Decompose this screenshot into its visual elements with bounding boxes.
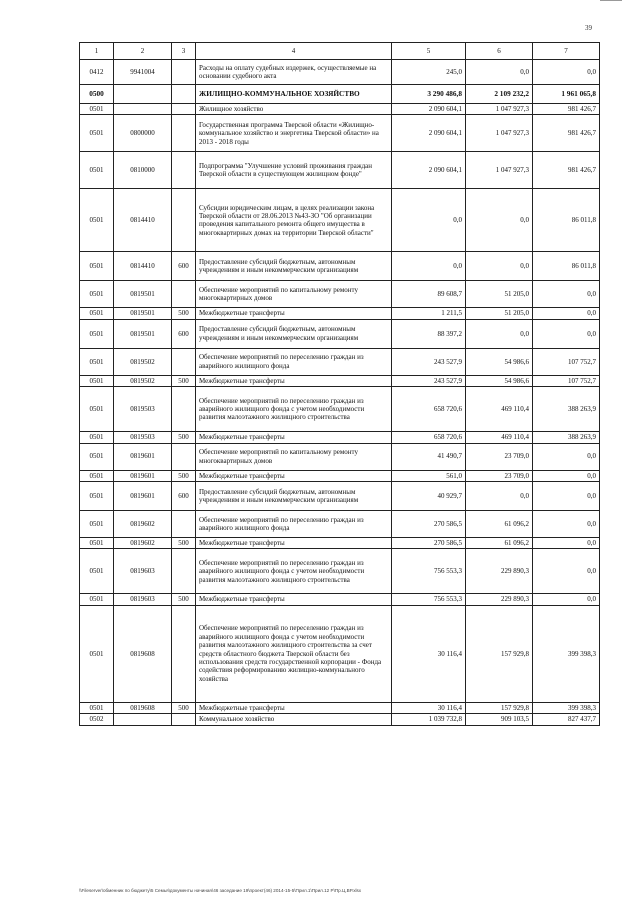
row-value-col6: 469 110,4	[466, 432, 533, 443]
row-target-article: 0814410	[114, 252, 172, 281]
row-value-col5: 40 929,7	[392, 482, 466, 511]
row-value-col7: 107 752,7	[533, 375, 600, 386]
row-section-code: 0501	[80, 152, 114, 189]
row-expense-type: 500	[172, 470, 196, 481]
row-expense-type	[172, 511, 196, 538]
row-description: Межбюджетные трансферты	[196, 702, 392, 713]
row-value-col5: 30 116,4	[392, 702, 466, 713]
row-description: Межбюджетные трансферты	[196, 308, 392, 319]
budget-table	[79, 42, 600, 726]
row-target-article: 0819503	[114, 432, 172, 443]
table-row	[80, 702, 600, 713]
row-value-col6: 909 103,5	[466, 714, 533, 725]
row-description: Обеспечение мероприятий по переселению граждан из аварийного жилищного фонда с учетом необходимости развития малоэтажного жилищного строительства за счет средств областного бюджета Тверской области без использования средств государственной корпорации - Фонда содействия реформированию жилищно-коммунального хозяйства	[196, 605, 392, 702]
row-value-col5: 756 553,3	[392, 549, 466, 594]
row-value-col6: 0,0	[466, 482, 533, 511]
row-value-col6: 229 890,3	[466, 594, 533, 605]
row-value-col6: 61 096,2	[466, 511, 533, 538]
table-row	[80, 538, 600, 549]
row-value-col6: 23 709,0	[466, 443, 533, 470]
row-target-article	[114, 714, 172, 725]
row-value-col5: 245,0	[392, 60, 466, 85]
row-expense-type: 600	[172, 319, 196, 348]
row-value-col6: 54 986,6	[466, 375, 533, 386]
row-value-col5: 243 527,9	[392, 375, 466, 386]
row-description: Межбюджетные трансферты	[196, 594, 392, 605]
row-target-article: 0819603	[114, 594, 172, 605]
row-expense-type	[172, 281, 196, 308]
header-cell-7: 7	[533, 43, 600, 60]
row-value-col7: 388 263,9	[533, 387, 600, 432]
table-row	[80, 281, 600, 308]
header-cell-3: 3	[172, 43, 196, 60]
row-target-article: 0800000	[114, 115, 172, 152]
row-target-article: 0810000	[114, 152, 172, 189]
row-section-code: 0501	[80, 189, 114, 252]
row-section-code: 0501	[80, 594, 114, 605]
row-value-col6: 2 109 232,2	[466, 85, 533, 104]
table-row	[80, 189, 600, 252]
row-value-col6: 54 986,6	[466, 348, 533, 375]
table-row	[80, 511, 600, 538]
row-value-col7: 107 752,7	[533, 348, 600, 375]
row-value-col6: 23 709,0	[466, 470, 533, 481]
row-value-col5: 41 490,7	[392, 443, 466, 470]
row-section-code: 0501	[80, 443, 114, 470]
row-target-article: 0819608	[114, 605, 172, 702]
row-target-article	[114, 104, 172, 115]
row-target-article: 0819602	[114, 538, 172, 549]
table-body	[80, 43, 600, 726]
row-section-code: 0501	[80, 375, 114, 386]
table-row	[80, 470, 600, 481]
row-section-code: 0501	[80, 511, 114, 538]
row-value-col7: 827 437,7	[533, 714, 600, 725]
row-expense-type: 500	[172, 375, 196, 386]
row-section-code: 0501	[80, 115, 114, 152]
row-section-code: 0501	[80, 538, 114, 549]
footer-file-path: \\Fileserver\обменник по бюджету\5 Семья\документы начиная\46 заседание 19\проект(46) 2014-15-5\Прил.1\Прил.12 Р\Пр.Ц.ВР.xlsx	[79, 888, 362, 893]
table-row	[80, 482, 600, 511]
row-value-col6: 0,0	[466, 252, 533, 281]
row-target-article: 0819503	[114, 387, 172, 432]
row-target-article: 0819601	[114, 470, 172, 481]
row-value-col5: 658 720,6	[392, 387, 466, 432]
row-value-col6: 0,0	[466, 189, 533, 252]
row-value-col5: 2 090 604,1	[392, 115, 466, 152]
row-section-code: 0501	[80, 281, 114, 308]
row-expense-type: 600	[172, 252, 196, 281]
row-section-code: 0501	[80, 387, 114, 432]
row-value-col5: 0,0	[392, 252, 466, 281]
row-value-col5: 1 039 732,8	[392, 714, 466, 725]
row-description: Межбюджетные трансферты	[196, 538, 392, 549]
row-value-col5: 1 211,5	[392, 308, 466, 319]
row-value-col5: 88 397,2	[392, 319, 466, 348]
row-value-col7: 981 426,7	[533, 152, 600, 189]
row-description: Обеспечение мероприятий по переселению граждан из аварийного жилищного фонда	[196, 511, 392, 538]
row-value-col5: 2 090 604,1	[392, 152, 466, 189]
table-row	[80, 594, 600, 605]
row-expense-type: 600	[172, 482, 196, 511]
row-value-col7: 0,0	[533, 594, 600, 605]
row-target-article: 0819501	[114, 308, 172, 319]
row-value-col5: 89 608,7	[392, 281, 466, 308]
header-cell-2: 2	[114, 43, 172, 60]
row-value-col5: 561,0	[392, 470, 466, 481]
row-description: Обеспечение мероприятий по переселению граждан из аварийного жилищного фонда с учетом необходимости развития малоэтажного жилищного строительства	[196, 387, 392, 432]
row-section-code: 0501	[80, 252, 114, 281]
row-target-article: 0819601	[114, 443, 172, 470]
row-expense-type	[172, 714, 196, 725]
row-description: ЖИЛИЩНО-КОММУНАЛЬНОЕ ХОЗЯЙСТВО	[196, 85, 392, 104]
table-row	[80, 152, 600, 189]
row-value-col6: 1 047 927,3	[466, 104, 533, 115]
row-expense-type	[172, 60, 196, 85]
header-cell-1: 1	[80, 43, 114, 60]
row-value-col5: 2 090 604,1	[392, 104, 466, 115]
row-description: Предоставление субсидий бюджетным, автономным учреждениям и иным некоммерческим организациям	[196, 252, 392, 281]
row-expense-type	[172, 189, 196, 252]
row-value-col7: 388 263,9	[533, 432, 600, 443]
row-expense-type	[172, 348, 196, 375]
row-value-col6: 469 110,4	[466, 387, 533, 432]
header-cell-6: 6	[466, 43, 533, 60]
table-row	[80, 319, 600, 348]
row-target-article: 0819608	[114, 702, 172, 713]
row-description: Государственная программа Тверской области «Жилищно-коммунальное хозяйство и энергетика Тверской области» на 2013 - 2018 годы	[196, 115, 392, 152]
row-section-code: 0500	[80, 85, 114, 104]
header-row	[80, 43, 600, 60]
row-value-col7: 0,0	[533, 443, 600, 470]
row-expense-type: 500	[172, 308, 196, 319]
row-expense-type: 500	[172, 702, 196, 713]
row-value-col7: 0,0	[533, 60, 600, 85]
row-target-article: 0819602	[114, 511, 172, 538]
row-description: Межбюджетные трансферты	[196, 470, 392, 481]
row-description: Обеспечение мероприятий по переселению граждан из аварийного жилищного фонда с учетом необходимости развития малоэтажного жилищного строительства	[196, 549, 392, 594]
row-description: Жилищное хозяйство	[196, 104, 392, 115]
row-section-code: 0501	[80, 702, 114, 713]
row-target-article: 0819501	[114, 319, 172, 348]
table-row	[80, 115, 600, 152]
row-section-code: 0501	[80, 432, 114, 443]
row-expense-type: 500	[172, 432, 196, 443]
row-description: Расходы на оплату судебных издержек, осуществляемые на основании судебного акта	[196, 60, 392, 85]
row-value-col7: 1 961 065,8	[533, 85, 600, 104]
table-row	[80, 308, 600, 319]
row-expense-type: 500	[172, 538, 196, 549]
row-description: Обеспечение мероприятий по капитальному ремонту многоквартирных домов	[196, 281, 392, 308]
row-description: Обеспечение мероприятий по капитальному ремонту многоквартирных домов	[196, 443, 392, 470]
row-section-code: 0501	[80, 319, 114, 348]
row-description: Субсидии юридическим лицам, в целях реализации закона Тверской области от 28.06.2013 №43-ЗО "Об организации проведения капитального ремонта общего имущества в многоквартирных домах на территории Тверской области"	[196, 189, 392, 252]
row-value-col6: 1 047 927,3	[466, 115, 533, 152]
row-value-col5: 243 527,9	[392, 348, 466, 375]
row-value-col5: 658 720,6	[392, 432, 466, 443]
row-expense-type	[172, 549, 196, 594]
row-value-col7: 981 426,7	[533, 115, 600, 152]
row-value-col7: 0,0	[533, 549, 600, 594]
row-description: Подпрограмма "Улучшение условий проживания граждан Тверской области в существующем жилищном фонде"	[196, 152, 392, 189]
row-expense-type	[172, 605, 196, 702]
row-target-article: 0819501	[114, 281, 172, 308]
row-expense-type	[172, 443, 196, 470]
row-section-code: 0501	[80, 470, 114, 481]
table-row	[80, 60, 600, 85]
row-value-col6: 51 205,0	[466, 308, 533, 319]
table-row	[80, 348, 600, 375]
row-value-col7: 86 011,8	[533, 189, 600, 252]
row-value-col5: 30 116,4	[392, 605, 466, 702]
table-row	[80, 387, 600, 432]
row-value-col6: 0,0	[466, 319, 533, 348]
row-target-article: 0819603	[114, 549, 172, 594]
row-section-code: 0502	[80, 714, 114, 725]
page-number: 39	[585, 24, 592, 32]
row-section-code: 0501	[80, 104, 114, 115]
row-description: Обеспечение мероприятий по переселению граждан из аварийного жилищного фонда	[196, 348, 392, 375]
row-value-col7: 0,0	[533, 538, 600, 549]
row-target-article: 0819502	[114, 375, 172, 386]
row-section-code: 0501	[80, 482, 114, 511]
row-expense-type	[172, 104, 196, 115]
row-value-col5: 270 586,5	[392, 538, 466, 549]
table-row	[80, 375, 600, 386]
row-value-col6: 0,0	[466, 60, 533, 85]
table-row	[80, 252, 600, 281]
row-value-col7: 399 398,3	[533, 605, 600, 702]
row-description: Коммунальное хозяйство	[196, 714, 392, 725]
row-value-col7: 0,0	[533, 281, 600, 308]
row-value-col6: 157 929,8	[466, 702, 533, 713]
row-description: Межбюджетные трансферты	[196, 375, 392, 386]
row-value-col7: 981 426,7	[533, 104, 600, 115]
corner-mark	[600, 0, 622, 4]
row-description: Предоставление субсидий бюджетным, автономным учреждениям и иным некоммерческим организациям	[196, 482, 392, 511]
table-row	[80, 714, 600, 725]
row-target-article: 0819601	[114, 482, 172, 511]
row-value-col7: 0,0	[533, 308, 600, 319]
row-value-col7: 0,0	[533, 319, 600, 348]
row-section-code: 0501	[80, 549, 114, 594]
table-row	[80, 432, 600, 443]
row-value-col6: 229 890,3	[466, 549, 533, 594]
row-value-col6: 61 096,2	[466, 538, 533, 549]
header-cell-4: 4	[196, 43, 392, 60]
row-value-col7: 0,0	[533, 470, 600, 481]
row-section-code: 0501	[80, 605, 114, 702]
row-value-col5: 270 586,5	[392, 511, 466, 538]
row-section-code: 0412	[80, 60, 114, 85]
row-target-article: 0814410	[114, 189, 172, 252]
header-cell-5: 5	[392, 43, 466, 60]
row-value-col6: 51 205,0	[466, 281, 533, 308]
row-target-article: 9941004	[114, 60, 172, 85]
row-value-col7: 399 398,3	[533, 702, 600, 713]
row-value-col7: 86 011,8	[533, 252, 600, 281]
row-value-col5: 756 553,3	[392, 594, 466, 605]
table-row	[80, 549, 600, 594]
row-description: Предоставление субсидий бюджетным, автономным учреждениям и иным некоммерческим организациям	[196, 319, 392, 348]
row-description: Межбюджетные трансферты	[196, 432, 392, 443]
row-expense-type	[172, 85, 196, 104]
row-target-article: 0819502	[114, 348, 172, 375]
row-section-code: 0501	[80, 348, 114, 375]
table-row	[80, 443, 600, 470]
table-row	[80, 85, 600, 104]
row-expense-type: 500	[172, 594, 196, 605]
table-row	[80, 605, 600, 702]
table-row	[80, 104, 600, 115]
row-value-col5: 3 290 486,8	[392, 85, 466, 104]
row-value-col5: 0,0	[392, 189, 466, 252]
row-value-col6: 157 929,8	[466, 605, 533, 702]
row-value-col6: 1 047 927,3	[466, 152, 533, 189]
row-expense-type	[172, 387, 196, 432]
row-value-col7: 0,0	[533, 482, 600, 511]
row-expense-type	[172, 152, 196, 189]
row-target-article	[114, 85, 172, 104]
row-section-code: 0501	[80, 308, 114, 319]
row-expense-type	[172, 115, 196, 152]
row-value-col7: 0,0	[533, 511, 600, 538]
